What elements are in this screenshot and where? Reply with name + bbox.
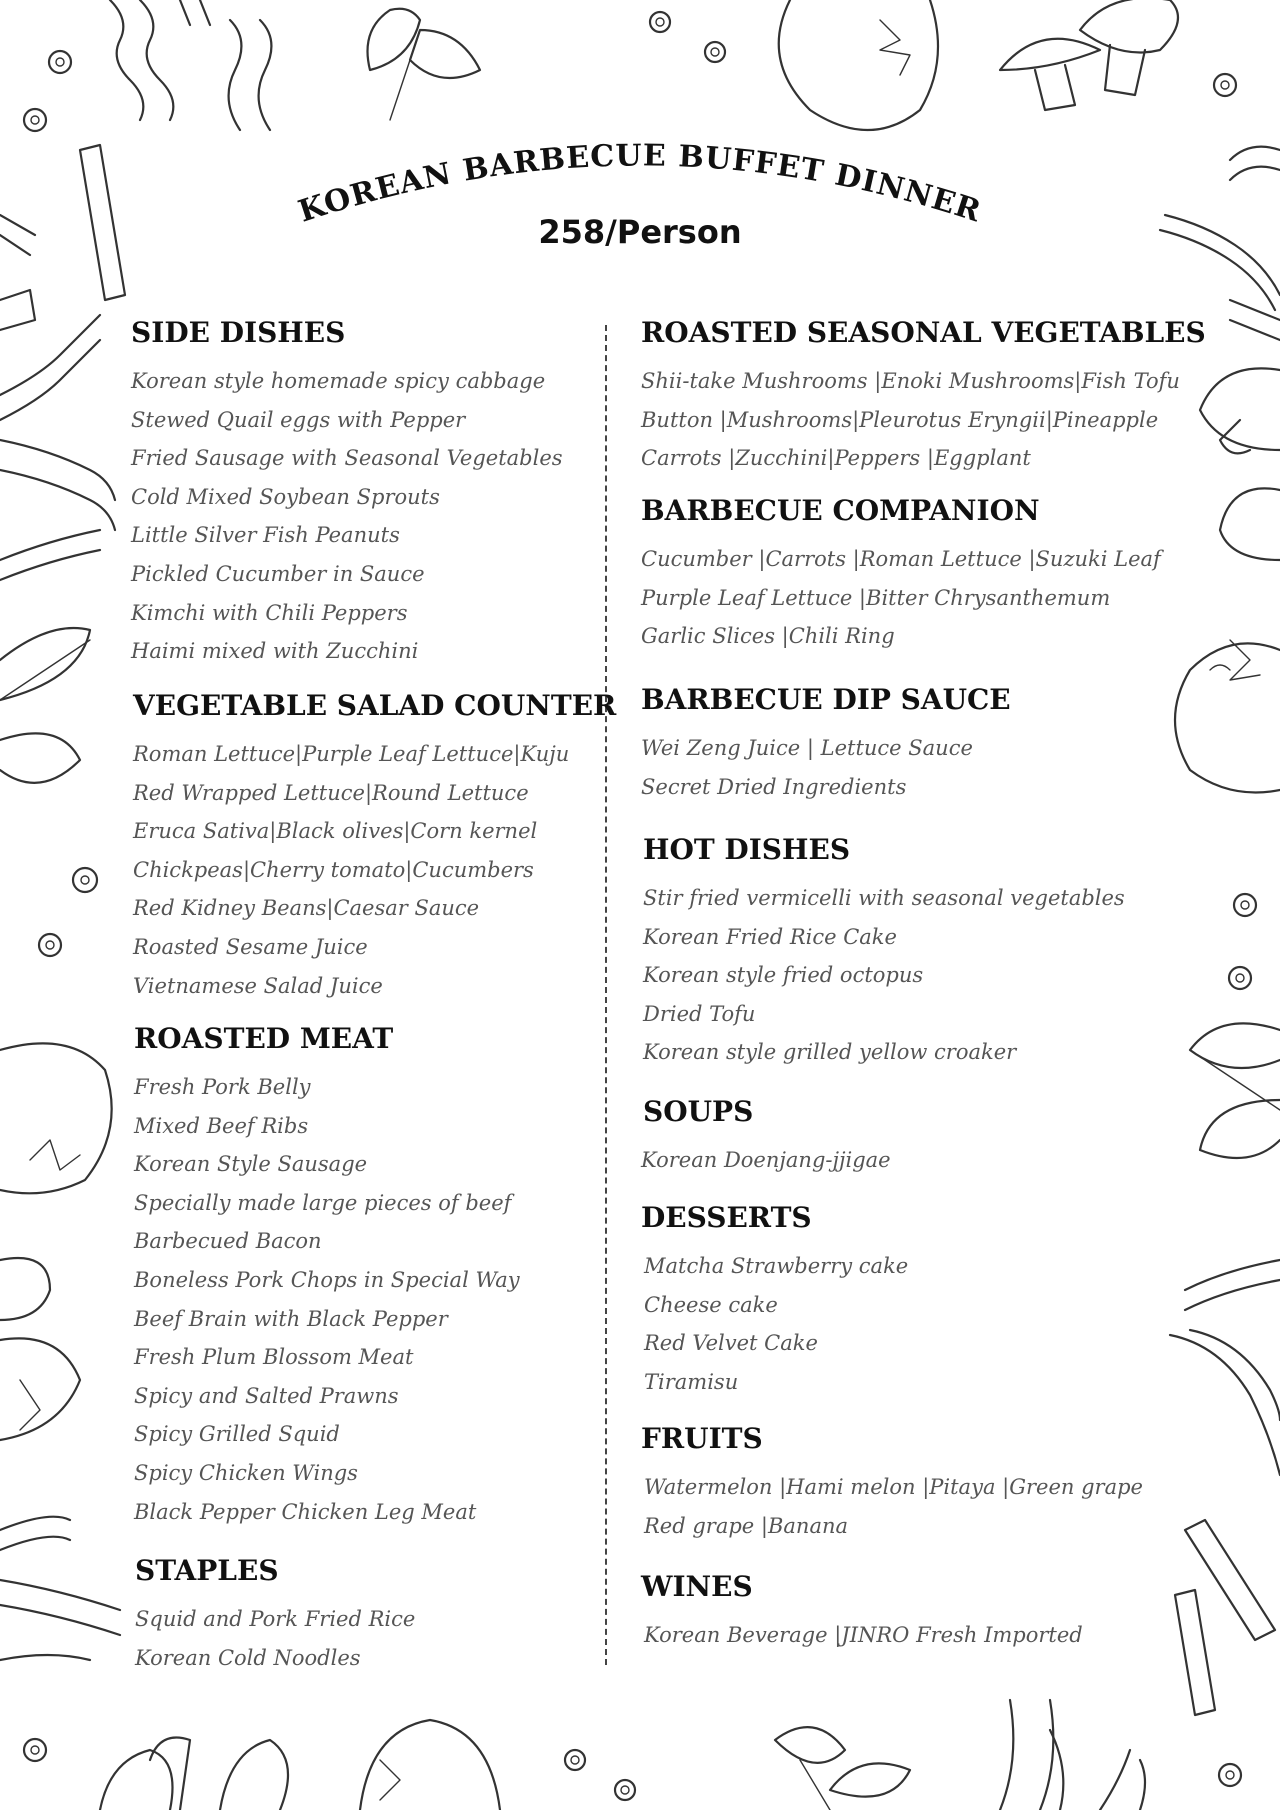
- list-item: Red Kidney Beans|Caesar Sauce: [133, 896, 480, 921]
- list-item: Vietnamese Salad Juice: [133, 973, 383, 998]
- item-list: [131, 362, 621, 671]
- section-wines: [641, 1570, 1261, 1655]
- list-item: Eruca Sativa|Black olives|Corn kernel: [133, 819, 538, 844]
- section-heading: FRUITS: [641, 1422, 763, 1455]
- list-item: Boneless Pork Chops in Special Way: [134, 1267, 520, 1292]
- section-soups: [643, 1095, 1263, 1180]
- list-item: Button |Mushrooms|Pleurotus Eryngii|Pineapple: [641, 407, 1159, 432]
- list-item: Stewed Quail eggs with Pepper: [131, 407, 466, 432]
- tomato-icon: [0, 1043, 112, 1193]
- item-list: [641, 729, 1261, 806]
- item-list: [135, 1600, 625, 1677]
- item-list: [641, 540, 1261, 656]
- list-item: Haimi mixed with Zucchini: [131, 639, 419, 664]
- price-per-person: 258/Person: [538, 213, 742, 251]
- pasta-twist-icon: [0, 315, 115, 580]
- section-heading: DESSERTS: [641, 1201, 812, 1234]
- pasta-twist-icon: [0, 1517, 120, 1660]
- parsley-leaf-icon: [368, 9, 481, 120]
- list-item: Shii-take Mushrooms |Enoki Mushrooms|Fish Tofu: [641, 369, 1180, 393]
- list-item: Cucumber |Carrots |Roman Lettuce |Suzuki Leaf: [641, 547, 1161, 571]
- section-desserts: [641, 1201, 1261, 1401]
- section-heading: ROASTED SEASONAL VEGETABLES: [641, 316, 1206, 349]
- section-heading: SIDE DISHES: [131, 316, 346, 349]
- item-list: [133, 735, 623, 1005]
- list-item: Pickled Cucumber in Sauce: [131, 561, 425, 586]
- list-item: Secret Dried Ingredients: [641, 774, 907, 799]
- list-item: Wei Zeng Juice | Lettuce Sauce: [641, 736, 973, 760]
- list-item: Roman Lettuce|Purple Leaf Lettuce|Kuju: [133, 742, 570, 766]
- list-item: Carrots |Zucchini|Peppers |Eggplant: [641, 446, 1031, 471]
- list-item: Korean Beverage |JINRO Fresh Imported: [644, 1623, 1083, 1647]
- section-heading: WINES: [641, 1570, 753, 1603]
- list-item: Purple Leaf Lettuce |Bitter Chrysanthemum: [641, 585, 1111, 610]
- list-item: Barbecued Bacon: [134, 1229, 322, 1254]
- pasta-twist-icon: [110, 0, 271, 130]
- list-item: Matcha Strawberry cake: [644, 1254, 909, 1278]
- section-hot-dishes: [643, 833, 1263, 1072]
- list-item: Roasted Sesame Juice: [133, 934, 368, 959]
- pasta-twist-icon: [1000, 1700, 1145, 1810]
- list-item: Little Silver Fish Peanuts: [131, 523, 400, 548]
- list-item: Spicy and Salted Prawns: [134, 1383, 399, 1408]
- list-item: Red Wrapped Lettuce|Round Lettuce: [133, 780, 529, 805]
- section-heading: STAPLES: [135, 1554, 279, 1587]
- section-barbecue-dip-sauce: [641, 683, 1261, 806]
- parsley-leaf-icon: [775, 1727, 910, 1810]
- section-side-dishes: [131, 316, 621, 671]
- menu-title-text: KOREAN BARBECUE BUFFET DINNER: [294, 138, 986, 230]
- item-list: [643, 1141, 1263, 1180]
- list-item: Watermelon |Hami melon |Pitaya |Green grape: [644, 1475, 1143, 1499]
- list-item: Red grape |Banana: [644, 1513, 849, 1538]
- item-list: [641, 1616, 1261, 1655]
- section-barbecue-companion: [641, 494, 1261, 656]
- section-staples: [135, 1554, 625, 1677]
- item-list: [641, 1468, 1261, 1545]
- list-item: Cheese cake: [644, 1292, 778, 1317]
- list-item: Korean style grilled yellow croaker: [643, 1040, 1017, 1065]
- section-heading: VEGETABLE SALAD COUNTER: [133, 689, 617, 722]
- list-item: Tiramisu: [644, 1369, 739, 1394]
- list-item: Black Pepper Chicken Leg Meat: [134, 1499, 477, 1524]
- list-item: Korean style homemade spicy cabbage: [131, 369, 546, 393]
- section-roasted-seasonal-vegetables: [641, 316, 1261, 478]
- mushroom-icon: [0, 1258, 80, 1440]
- section-heading: ROASTED MEAT: [134, 1022, 394, 1055]
- mushroom-icon: [1000, 0, 1178, 110]
- list-item: Fresh Plum Blossom Meat: [134, 1345, 414, 1370]
- mushroom-icon: [100, 1738, 288, 1810]
- list-item: Mixed Beef Ribs: [134, 1113, 309, 1138]
- list-item: Squid and Pork Fried Rice: [135, 1607, 416, 1631]
- list-item: Garlic Slices |Chili Ring: [641, 624, 895, 649]
- tomato-icon: [779, 0, 938, 130]
- list-item: Korean Style Sausage: [134, 1152, 368, 1177]
- list-item: Stir fried vermicelli with seasonal vegetables: [643, 886, 1125, 910]
- list-item: Beef Brain with Black Pepper: [134, 1306, 448, 1331]
- section-heading: SOUPS: [643, 1095, 754, 1128]
- list-item: Korean Fried Rice Cake: [643, 924, 897, 949]
- list-item: Korean Cold Noodles: [135, 1645, 361, 1670]
- tomato-icon: [360, 1720, 500, 1810]
- list-item: Spicy Chicken Wings: [134, 1460, 358, 1485]
- section-heading: BARBECUE DIP SAUCE: [641, 683, 1011, 716]
- list-item: Kimchi with Chili Peppers: [131, 600, 408, 625]
- item-list: [641, 1247, 1261, 1401]
- section-vegetable-salad-counter: [133, 689, 623, 1005]
- parsley-leaf-icon: [0, 628, 90, 783]
- list-item: Red Velvet Cake: [644, 1331, 818, 1356]
- list-item: Specially made large pieces of beef: [134, 1190, 512, 1215]
- item-list: [643, 879, 1263, 1072]
- list-item: Chickpeas|Cherry tomato|Cucumbers: [133, 857, 534, 882]
- list-item: Spicy Grilled Squid: [134, 1422, 340, 1447]
- list-item: Korean Doenjang-jjigae: [641, 1148, 891, 1172]
- item-list: [134, 1068, 624, 1531]
- list-item: Korean style fried octopus: [643, 963, 924, 988]
- list-item: Dried Tofu: [643, 1001, 756, 1026]
- section-heading: HOT DISHES: [643, 833, 851, 866]
- list-item: Fresh Pork Belly: [134, 1075, 311, 1099]
- section-roasted-meat: [134, 1022, 624, 1531]
- list-item: Fried Sausage with Seasonal Vegetables: [131, 446, 563, 471]
- item-list: [641, 362, 1261, 478]
- section-fruits: [641, 1422, 1261, 1545]
- list-item: Cold Mixed Soybean Sprouts: [131, 484, 440, 509]
- section-heading: BARBECUE COMPANION: [641, 494, 1040, 527]
